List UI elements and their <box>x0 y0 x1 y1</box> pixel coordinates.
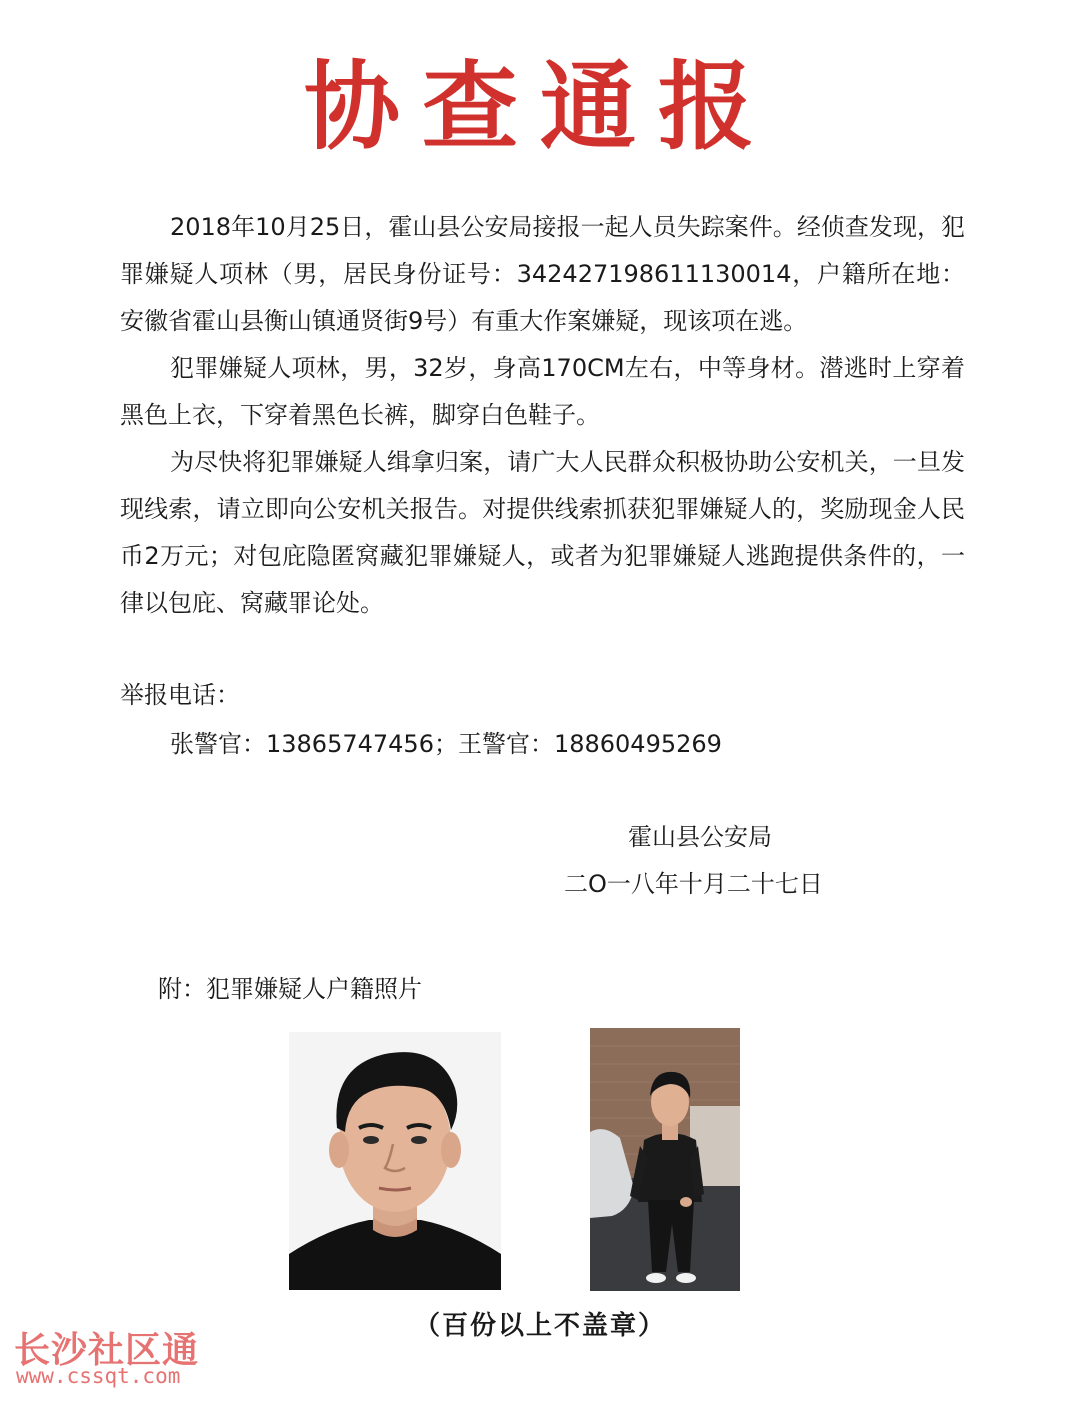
suspect-fullbody-photo <box>590 1028 740 1291</box>
notice-paragraph-case: 2018年10月25日，霍山县公安局接报一起人员失踪案件。经侦查发现，犯罪嫌疑人项林（男，居民身份证号：342427198611130014，户籍所在地：安徽省霍山县衡山镇通贤街9号）有重大作案嫌疑，现该项在逃。 <box>120 213 965 335</box>
watermark-logo: 长沙社区通 <box>14 1330 200 1371</box>
notice-paragraph-appeal: 为尽快将犯罪嫌疑人缉拿归案，请广大人民群众积极协助公安机关，一旦发现线索，请立即向公安机关报告。对提供线索抓获犯罪嫌疑人的，奖励现金人民币2万元；对包庇隐匿窝藏犯罪嫌疑人，或者为犯罪嫌疑人逃跑提供条件的，一律以包庇、窝藏罪论处。 <box>120 448 965 617</box>
hotline-label: 举报电话： <box>120 681 240 709</box>
issuer-name: 霍山县公安局 <box>628 823 772 851</box>
hotline-contacts: 张警官：13865747456；王警官：18860495269 <box>170 730 722 758</box>
suspect-id-photo <box>289 1032 501 1290</box>
stamp-note: （百份以上不盖章） <box>413 1311 666 1341</box>
watermark-url: www.cssqt.com <box>16 1364 181 1388</box>
notice-paragraph-description: 犯罪嫌疑人项林，男，32岁，身高170CM左右，中等身材。潜逃时上穿着黑色上衣，下穿着黑色长裤，脚穿白色鞋子。 <box>120 354 965 429</box>
issue-date: 二O一八年十月二十七日 <box>564 870 823 898</box>
attachment-label: 附：犯罪嫌疑人户籍照片 <box>158 975 422 1003</box>
notice-title: 协查通报 <box>304 51 776 163</box>
